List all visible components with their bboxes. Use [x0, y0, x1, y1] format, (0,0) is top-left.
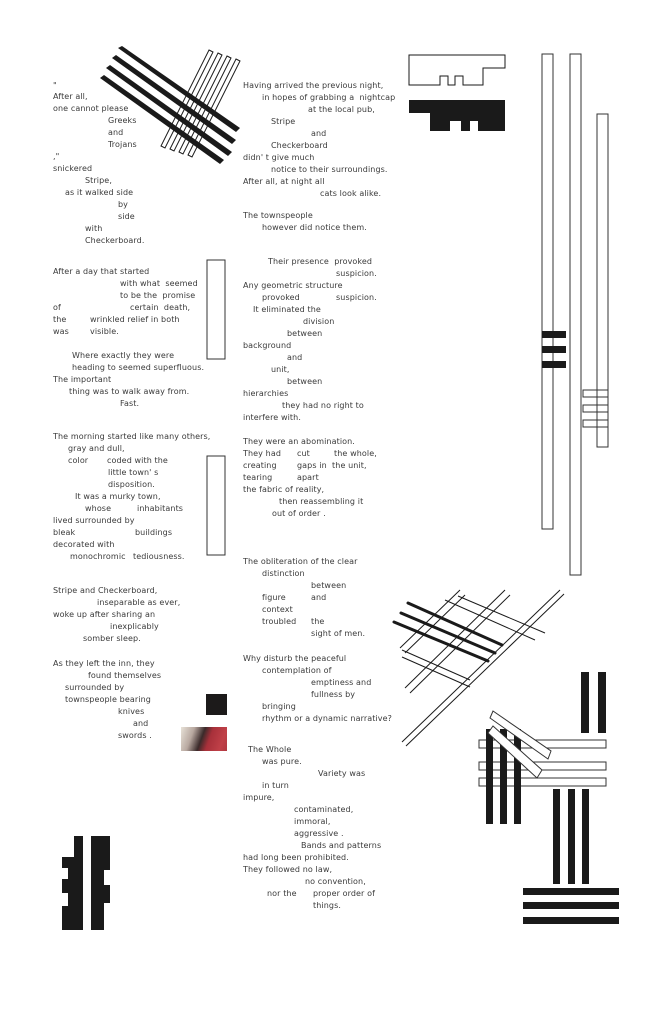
- poem-line: townspeople bearing: [65, 695, 151, 704]
- notched-glyph-bottom-left: [62, 836, 110, 930]
- short-black-bar: [542, 331, 566, 338]
- poem-line: Having arrived the previous night,: [243, 81, 384, 90]
- poem-line: troubled: [262, 617, 297, 626]
- poem-line: in turn: [262, 781, 289, 790]
- poem-line: the: [311, 617, 325, 626]
- thin-line-grid: [400, 590, 564, 746]
- poem-line: no convention,: [305, 877, 366, 886]
- poem-line: disposition.: [108, 480, 155, 489]
- black-vertical-bar: [582, 789, 589, 884]
- poem-line: snickered: [53, 164, 93, 173]
- poem-line: gaps in the unit,: [297, 461, 367, 470]
- outline-comb-shape: [409, 55, 505, 85]
- black-vertical-bar: [514, 729, 521, 824]
- poem-line: background: [243, 341, 292, 350]
- poem-line: figure: [262, 593, 286, 602]
- outline-horizontal-bar: [479, 762, 606, 770]
- poem-line: between: [287, 329, 323, 338]
- poem-line: Fast.: [120, 399, 140, 408]
- poem-line: woke up after sharing an: [53, 610, 156, 619]
- poem-line: fullness by: [311, 690, 356, 699]
- black-horizontal-bar: [523, 902, 619, 909]
- poem-line: Trojans: [108, 140, 137, 149]
- poem-line: certain death,: [130, 303, 191, 312]
- poem-line: immoral,: [294, 817, 331, 826]
- poem-line: somber sleep.: [83, 634, 141, 643]
- poem-line: was pure.: [262, 757, 302, 766]
- poem-line: and: [311, 129, 327, 138]
- poem-line: thing was to walk away from.: [69, 387, 190, 396]
- poem-line: After a day that started: [53, 267, 150, 276]
- poem-line: didn' t give much: [243, 153, 315, 162]
- poem-line: with: [85, 224, 103, 233]
- poem-line: Any geometric structure: [243, 281, 343, 290]
- poem-line: emptiness and: [311, 678, 372, 687]
- poem-line: lived surrounded by: [53, 516, 135, 525]
- poem-line: Stripe,: [85, 176, 112, 185]
- poem-line: as it walked side: [65, 188, 134, 197]
- poem-line: It was a murky town,: [75, 492, 161, 501]
- poem-line: It eliminated the: [253, 305, 321, 314]
- poem-line: things.: [313, 901, 341, 910]
- poem-line: tearing: [243, 473, 273, 482]
- black-vertical-bar: [553, 789, 560, 884]
- poem-line: After all, at night all: [243, 177, 325, 186]
- poem-line: Why disturb the peaceful: [243, 654, 347, 663]
- poem-line: decorated with: [53, 540, 115, 549]
- black-vertical-bar: [568, 789, 575, 884]
- outline-rectangle: [207, 260, 225, 359]
- poem-line: knives: [118, 707, 145, 716]
- poem-line: impure,: [243, 793, 275, 802]
- poem-line: interfere with.: [243, 413, 301, 422]
- poem-line: had long been prohibited.: [243, 853, 349, 862]
- black-horizontal-bar: [523, 917, 619, 924]
- poem-line: Checkerboard.: [85, 236, 145, 245]
- tall-outline-bar: [570, 54, 581, 575]
- poem-line: creating: [243, 461, 277, 470]
- poem-line: inexplicably: [110, 622, 159, 631]
- poem-line: After all,: [53, 92, 88, 101]
- poem-line: color: [68, 456, 89, 465]
- poem-line: Variety was: [318, 769, 366, 778]
- poem-line: The obliteration of the clear: [243, 557, 358, 566]
- poem-line: surrounded by: [65, 683, 125, 692]
- poem-line: the fabric of reality,: [243, 485, 325, 494]
- poem-line: Their presence provoked: [268, 257, 373, 266]
- poem-line: swords .: [118, 731, 152, 740]
- poem-line: The important: [53, 375, 112, 384]
- short-black-bar: [542, 346, 566, 353]
- photo-thumbnail: [181, 727, 227, 751]
- poem-line: context: [262, 605, 293, 614]
- poem-line: cut: [297, 449, 310, 458]
- outline-rectangle: [207, 456, 225, 555]
- poem-line: They were an abomination.: [243, 437, 355, 446]
- poem-line: They followed no law,: [243, 865, 333, 874]
- poem-line: The Whole: [248, 745, 292, 754]
- tall-outline-bar: [542, 54, 553, 529]
- poem-line: by: [118, 200, 129, 209]
- poem-line: apart: [297, 473, 319, 482]
- poem-line: between: [287, 377, 323, 386]
- poem-line: As they left the inn, they: [53, 659, 155, 668]
- poem-line: provoked: [262, 293, 300, 302]
- poem-line: proper order of: [313, 889, 376, 898]
- poem-line: Bands and patterns: [301, 841, 382, 850]
- poem-line: Stripe and Checkerboard,: [53, 586, 158, 595]
- poem-line: with what seemed: [120, 279, 198, 288]
- poem-line: Checkerboard: [271, 141, 328, 150]
- black-vertical-bar: [598, 672, 606, 733]
- poem-line: They had: [243, 449, 282, 458]
- poem-line: was: [53, 327, 69, 336]
- filled-comb-shape: [409, 100, 505, 131]
- poem-line: between: [311, 581, 347, 590]
- short-black-bar: [542, 361, 566, 368]
- black-vertical-bar: [486, 729, 493, 824]
- poem-line: then reassembling it: [279, 497, 364, 506]
- poem-line: one cannot please: [53, 104, 129, 113]
- outline-horizontal-bar: [479, 778, 606, 786]
- poem-line: The townspeople: [243, 211, 313, 220]
- poem-line: suspicion.: [336, 293, 377, 302]
- poem-line: to be the promise: [120, 291, 196, 300]
- poem-line: visible.: [90, 327, 119, 336]
- poem-line: found themselves: [88, 671, 162, 680]
- poem-line: sight of men.: [311, 629, 366, 638]
- poem-line: in hopes of grabbing a nightcap: [262, 93, 396, 102]
- poem-line: of: [53, 303, 61, 312]
- poem-line: unit,: [271, 365, 290, 374]
- poem-line: bringing: [262, 702, 296, 711]
- poem-line: rhythm or a dynamic narrative?: [262, 714, 392, 723]
- poem-line: Where exactly they were: [72, 351, 175, 360]
- poem-line: and: [133, 719, 149, 728]
- poem-line: Greeks: [108, 116, 137, 125]
- black-horizontal-bar: [523, 888, 619, 895]
- poem-line: tediousness.: [133, 552, 185, 561]
- poem-line: however did notice them.: [262, 223, 367, 232]
- poem-line: ": [53, 81, 57, 90]
- poem-line: aggressive .: [294, 829, 344, 838]
- poem-line: and: [108, 128, 124, 137]
- poem-line: division: [303, 317, 335, 326]
- poem-line: heading to seemed superfluous.: [72, 363, 205, 372]
- poem-line: little town' s: [108, 468, 159, 477]
- poem-line: The morning started like many others,: [53, 432, 211, 441]
- dark-square: [206, 694, 227, 715]
- poem-line: they had no right to: [282, 401, 364, 410]
- poem-line: and: [311, 593, 327, 602]
- poem-line: wrinkled relief in both: [90, 315, 180, 324]
- poem-line: notice to their surroundings.: [271, 165, 388, 174]
- poem-line: cats look alike.: [320, 189, 382, 198]
- poem-line: gray and dull,: [68, 444, 125, 453]
- poem-line: contemplation of: [262, 666, 332, 675]
- poem-line: Stripe: [271, 117, 296, 126]
- poem-line: buildings: [135, 528, 173, 537]
- poem-line: the whole,: [334, 449, 377, 458]
- poem-line: side: [118, 212, 135, 221]
- poem-line: distinction: [262, 569, 305, 578]
- poem-line: the: [53, 315, 67, 324]
- poem-line: and: [287, 353, 303, 362]
- poem-line: bleak: [53, 528, 76, 537]
- black-vertical-bar: [581, 672, 589, 733]
- poem-line: coded with the: [107, 456, 168, 465]
- poem-line: out of order .: [272, 509, 326, 518]
- poem-line: contaminated,: [294, 805, 354, 814]
- poem-line: inseparable as ever,: [97, 598, 181, 607]
- poem-line: inhabitants: [137, 504, 184, 513]
- poem-line: nor the: [267, 889, 297, 898]
- poem-line: whose: [85, 504, 112, 513]
- poem-line: suspicion.: [336, 269, 377, 278]
- poem-line: monochromic: [70, 552, 126, 561]
- poem-line: ,": [53, 152, 60, 161]
- poem-line: hierarchies: [243, 389, 289, 398]
- poem-line: at the local pub,: [308, 105, 375, 114]
